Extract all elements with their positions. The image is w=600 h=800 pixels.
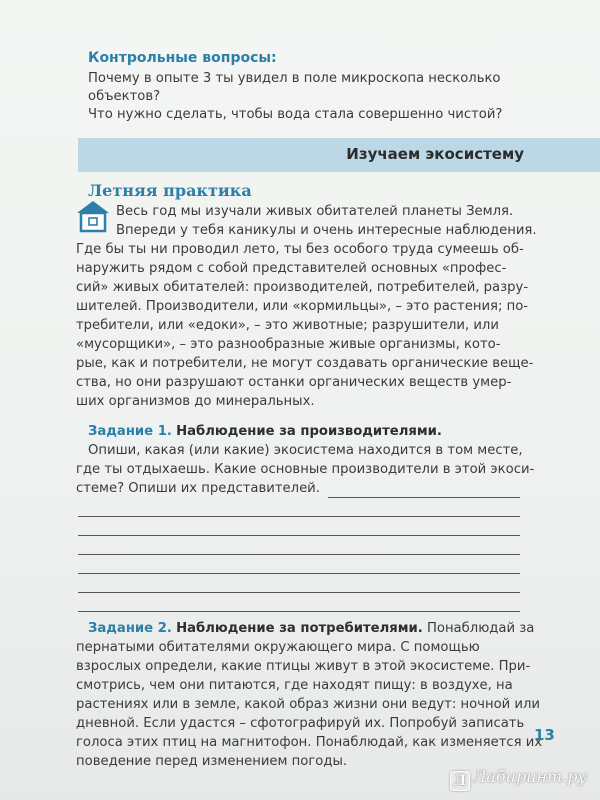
task2-line: голоса этих птиц на магнитофон. Понаблюдай, как изменяется их <box>76 735 543 750</box>
answer-line <box>328 497 520 498</box>
task1-heading-line <box>88 424 442 439</box>
task2-line: пернатыми обитателями окружающего мира. С помощью <box>76 640 480 655</box>
practice-line: шителей. Производители, или «кормильцы», – это растения; по- <box>76 299 529 314</box>
task1-label: Задание 1. <box>88 424 172 439</box>
task2-heading: Наблюдение за потребителями. <box>176 621 423 636</box>
answer-line <box>78 535 520 536</box>
control-question-line: объектов? <box>88 89 161 104</box>
practice-line: рые, как и потребители, не могут создавать органические веще- <box>76 356 534 371</box>
answer-line <box>78 592 520 593</box>
practice-line: наружить рядом с собой представителей основных «профес- <box>76 261 507 276</box>
task2-first-line-tail: Понаблюдай за <box>426 621 535 636</box>
task2-line: дневной. Если удастся – сфотографируй их. Попробуй записать <box>76 716 525 731</box>
task1-line: где ты отдыхаешь. Какие основные производители в этой экоси- <box>76 462 535 477</box>
answer-line <box>78 611 520 612</box>
task2-heading-line <box>88 621 534 636</box>
answer-line <box>78 573 520 574</box>
task1-line: Опиши, какая (или какие) экосистема находится в том месте, <box>88 443 523 458</box>
practice-line: ших организмов до минеральных. <box>76 394 315 409</box>
control-question-line: Почему в опыте 3 ты увидел в поле микроскопа несколько <box>88 71 501 86</box>
practice-line: «мусорщики», – это разнообразные живые организмы, кото- <box>76 337 501 352</box>
practice-line: сий» живых обитателей: производителей, потребителей, разру- <box>76 280 529 295</box>
answer-line <box>78 516 520 517</box>
watermark-logo-icon: Л <box>450 771 470 791</box>
practice-line: Весь год мы изучали живых обитателей планеты Земля. <box>116 204 514 219</box>
task2-line: взрослых определи, какие птицы живут в этой экосистеме. При- <box>76 659 531 674</box>
practice-line: ства, но они разрушают останки органических веществ умер- <box>76 375 512 390</box>
control-questions-title: Контрольные вопросы: <box>88 50 277 66</box>
page-number: 13 <box>534 726 555 744</box>
watermark-text: Лабиринт.ру <box>473 767 587 786</box>
task2-line: поведение перед изменением погоды. <box>76 754 348 769</box>
practice-title: Летняя практика <box>88 181 252 200</box>
control-question-line: Что нужно сделать, чтобы вода стала совершенно чистой? <box>88 107 503 122</box>
watermark <box>450 767 587 791</box>
practice-line: требители, или «едоки», – это животные; разрушители, или <box>76 318 499 333</box>
answer-line <box>78 554 520 555</box>
task1-heading: Наблюдение за производителями. <box>176 424 442 439</box>
task1-line: стеме? Опиши их представителей. <box>76 481 320 496</box>
section-title: Изучаем экосистему <box>346 145 524 163</box>
practice-line: Впереди у тебя каникулы и очень интересные наблюдения. <box>116 223 537 238</box>
practice-line: Где бы ты ни проводил лето, ты без особого труда сумеешь об- <box>76 242 524 257</box>
task2-label: Задание 2. <box>88 621 172 636</box>
task2-line: смотрись, чем они питаются, где находят пищу: в воздухе, на <box>76 678 513 693</box>
house-icon <box>75 199 111 233</box>
task2-line: растениях или в земле, какой образ жизни они ведут: ночной или <box>76 697 540 712</box>
